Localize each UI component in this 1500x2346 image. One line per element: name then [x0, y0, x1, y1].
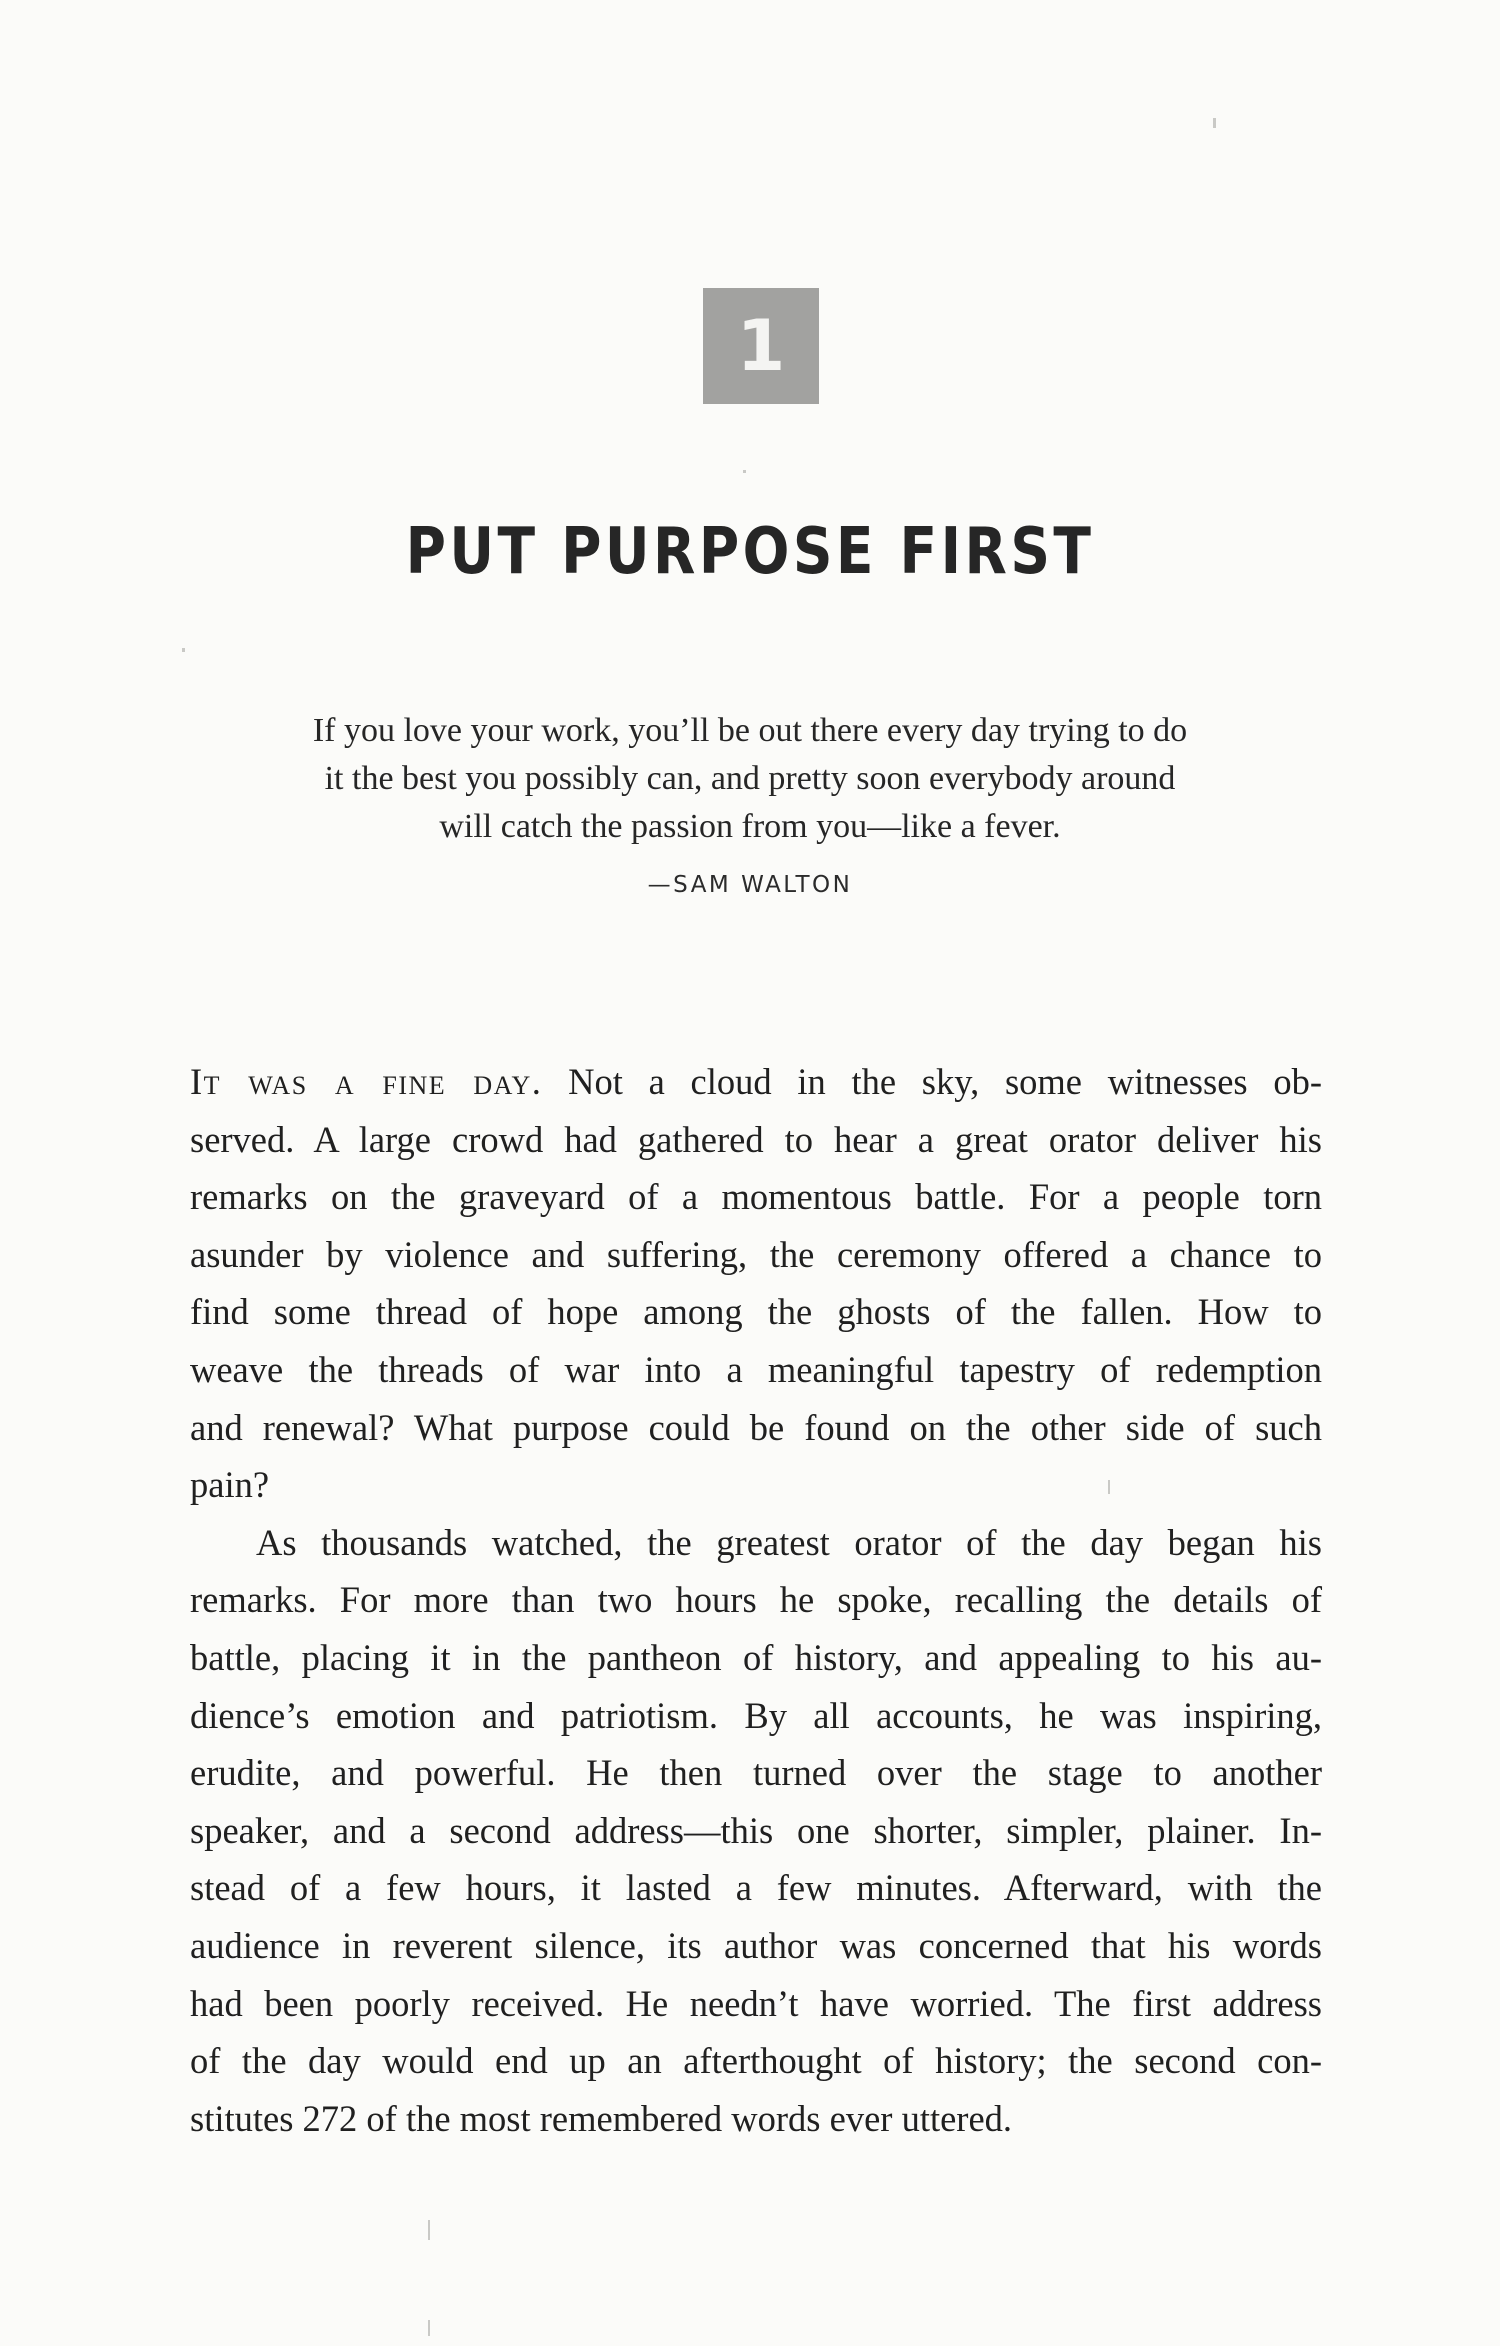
text-line: remarks on the graveyard of a momentous battle. For a people torn [190, 1176, 1322, 1218]
text-line: dience’s emotion and patriotism. By all accounts, he was inspiring, [190, 1694, 1322, 1736]
text-line: speaker, and a second address—this one shorter, simpler, plainer. In- [190, 1809, 1322, 1851]
text-line: As thousands watched, the greatest orator of the day began his [256, 1521, 1322, 1563]
epigraph-line: it the best you possibly can, and pretty soon everybody around [324, 760, 1176, 797]
text-line: remarks. For more than two hours he spoke, recalling the details of [190, 1579, 1322, 1621]
epigraph-line: If you love your work, you’ll be out there every day trying to do [312, 712, 1188, 749]
scan-speck [182, 648, 185, 652]
epigraph-quote [200, 707, 1300, 851]
epigraph-line: will catch the passion from you—like a fever. [439, 808, 1061, 845]
text-line: stead of a few hours, it lasted a few minutes. Afterward, with the [190, 1867, 1322, 1909]
scan-speck [1213, 118, 1216, 128]
paragraph-2 [190, 1514, 1322, 2148]
text-line: weave the threads of war into a meaningful tapestry of redemption [190, 1348, 1322, 1390]
text-line: audience in reverent silence, its author was concerned that his words [190, 1924, 1322, 1966]
text-line: asunder by violence and suffering, the ceremony offered a chance to [190, 1233, 1322, 1275]
text-line: served. A large crowd had gathered to hear a great orator deliver his [190, 1118, 1322, 1160]
scan-speck [743, 470, 746, 473]
scan-speck [428, 2220, 430, 2240]
text-line: had been poorly received. He needn’t have worried. The first address [190, 1982, 1322, 2024]
text-line: and renewal? What purpose could be found on the other side of such [190, 1406, 1322, 1448]
text-line [190, 1053, 1322, 1111]
text-line: pain? [190, 1464, 270, 1506]
text-line: of the day would end up an afterthought of history; the second con- [190, 2040, 1322, 2082]
text-line: stitutes 272 of the most remembered words ever uttered. [190, 2097, 1013, 2139]
paragraph-1 [190, 1053, 1322, 1514]
text-line: erudite, and powerful. He then turned over the stage to another [190, 1752, 1322, 1794]
opening-small-caps: It was a fine day. [190, 1061, 543, 1102]
scan-speck [428, 2320, 430, 2336]
scan-speck [1108, 1480, 1110, 1494]
chapter-title: PUT PURPOSE FIRST [405, 515, 1095, 589]
chapter-number-badge: 1 [703, 288, 819, 404]
text-line-rest: Not a cloud in the sky, some witnesses ob- [542, 1061, 1322, 1102]
text-line: find some thread of hope among the ghosts of the fallen. How to [190, 1291, 1322, 1333]
body-text [190, 1053, 1322, 2147]
epigraph-attribution: —SAM WALTON [647, 872, 853, 898]
text-line: battle, placing it in the pantheon of history, and appealing to his au- [190, 1636, 1322, 1678]
